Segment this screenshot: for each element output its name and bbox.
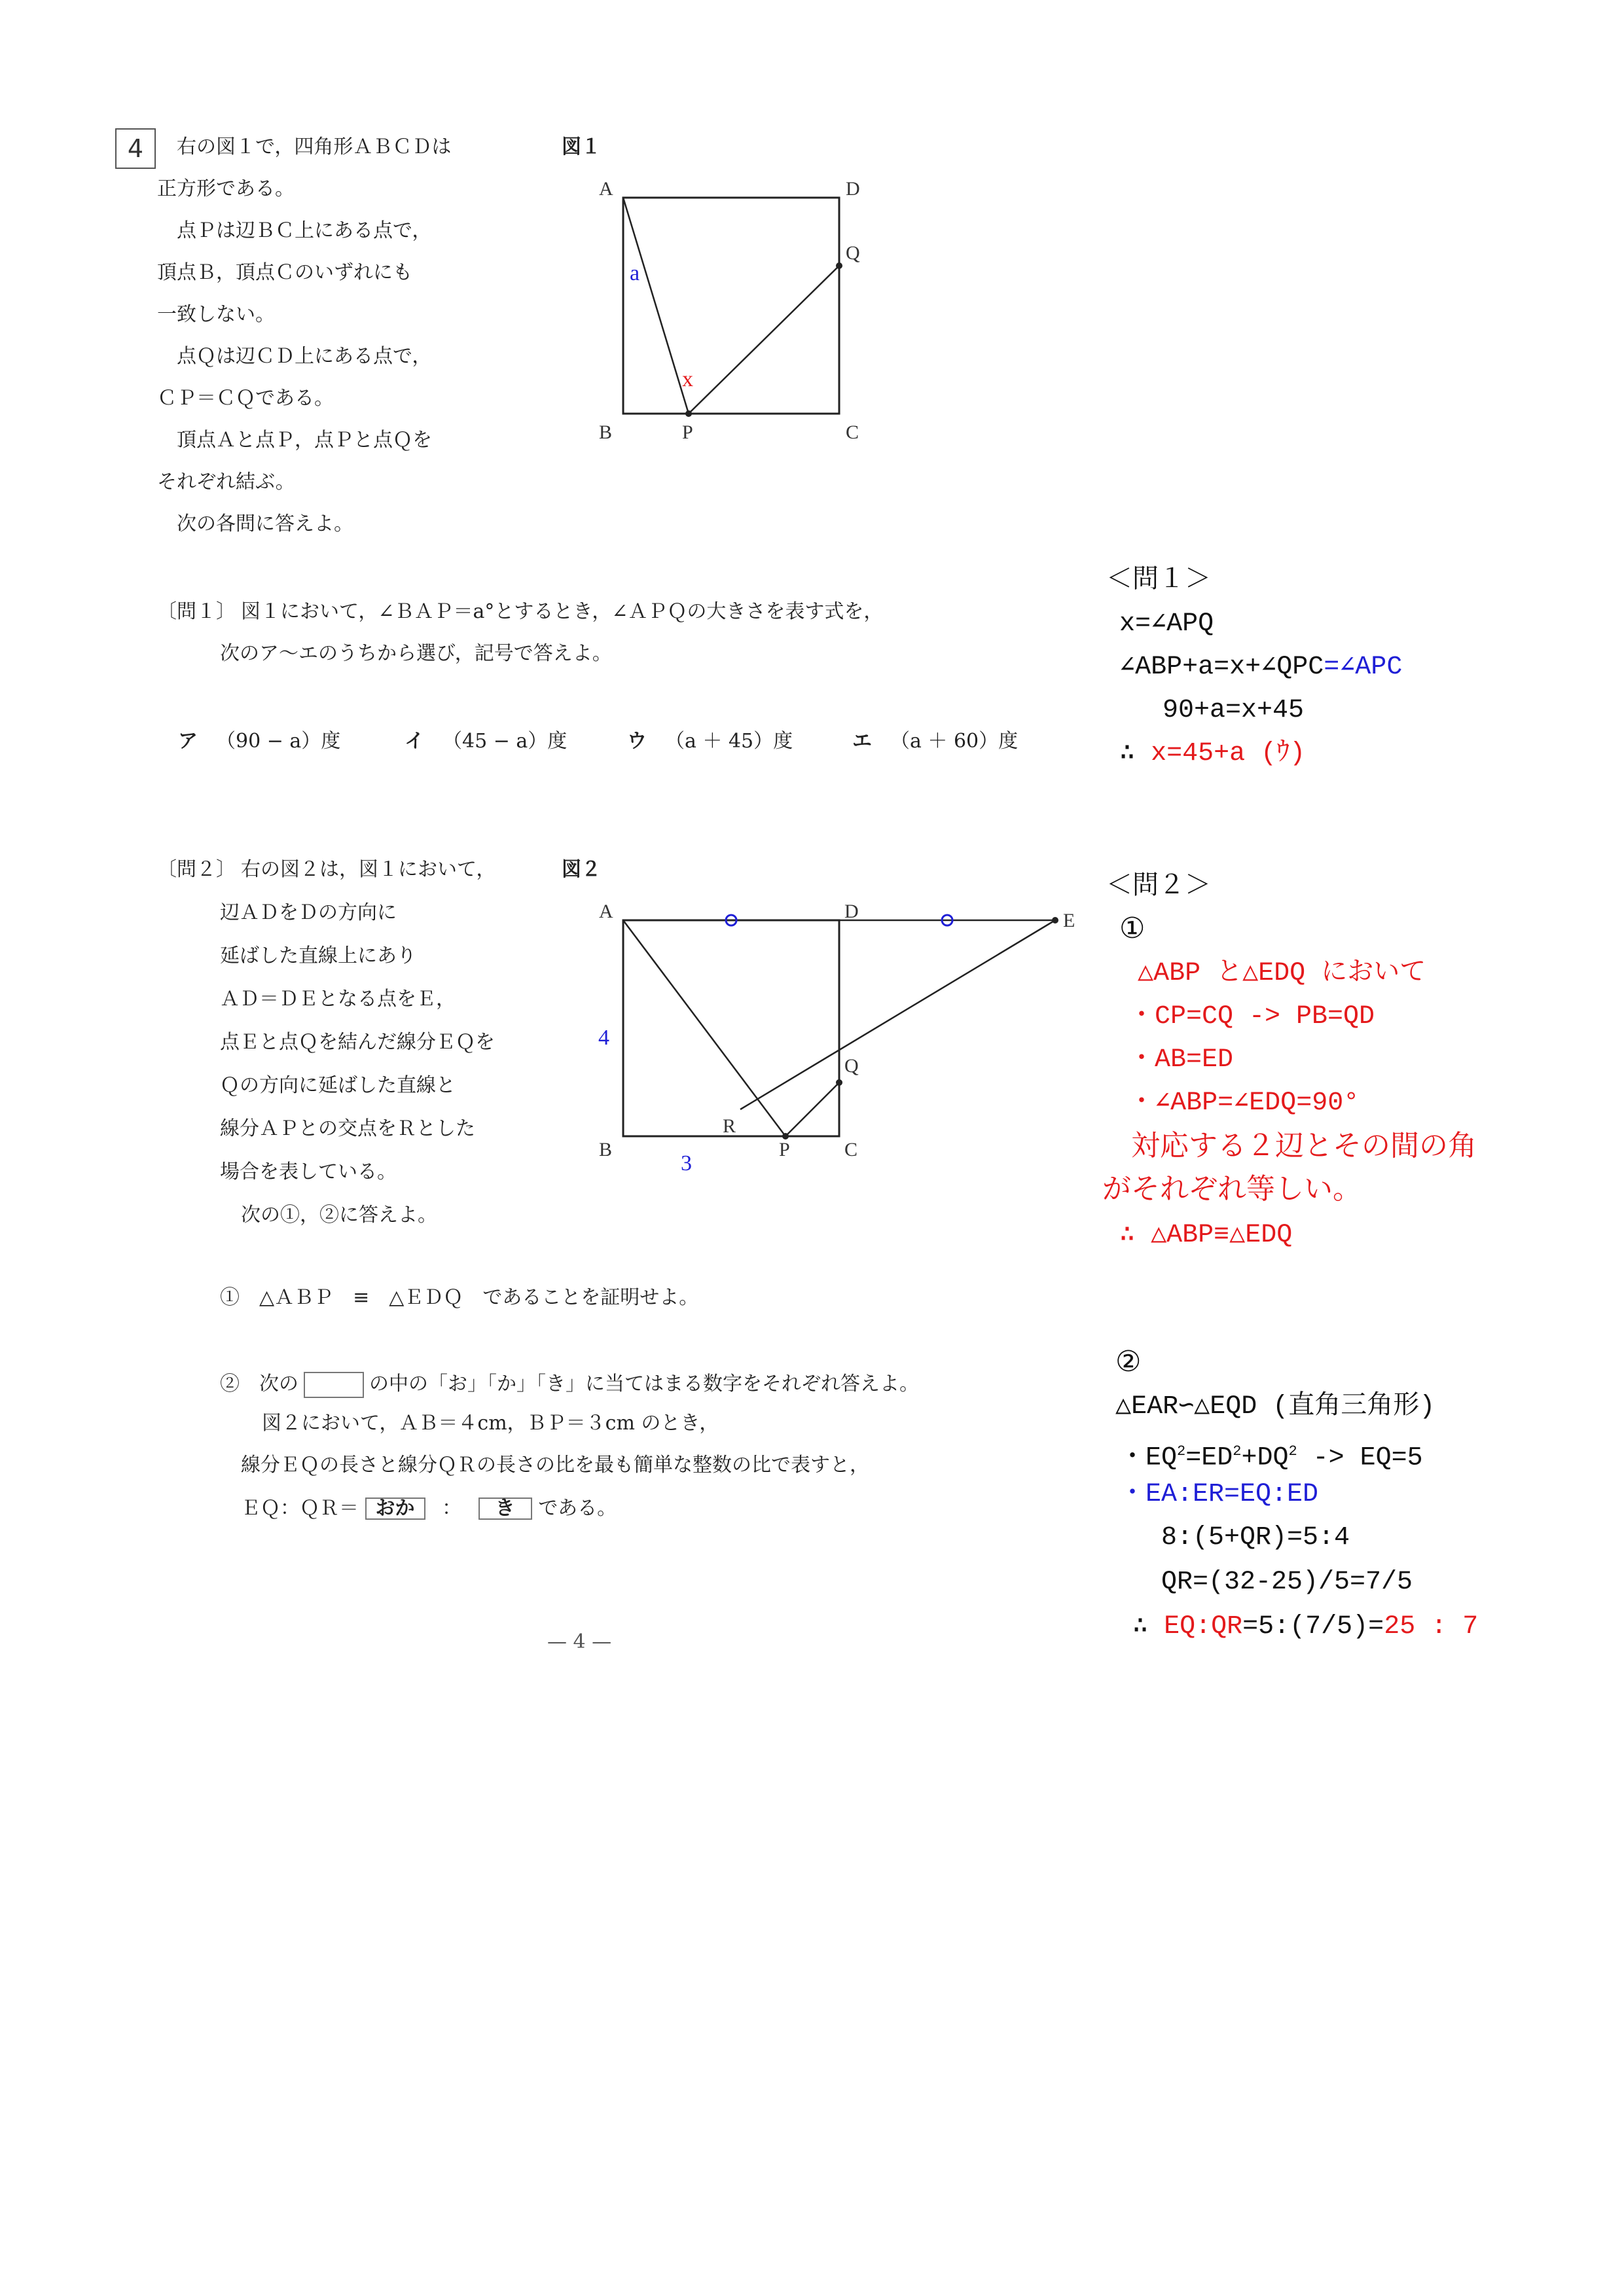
q2-line: 辺ＡＤをＤの方向に: [220, 901, 397, 924]
figure-1: [589, 170, 916, 458]
therefore-symbol: ∴: [1132, 1612, 1149, 1641]
proof-line: ・AB=ED: [1128, 1045, 1234, 1075]
point-p: [685, 410, 692, 417]
calc-result: [1132, 1614, 1478, 1640]
label-q: Q: [846, 242, 860, 264]
answer-q1-line2: [1119, 655, 1402, 681]
proof-conclusion: ∴ △ABP≡△EDQ: [1119, 1221, 1293, 1250]
calc-line-pythagoras: [1119, 1439, 1423, 1471]
q2-sub1: ① △ＡＢＰ ≡ △ＥＤＱ であることを証明せよ。: [220, 1286, 699, 1309]
choice-key: ウ: [627, 730, 647, 753]
choice-text: （a ＋ 45）度: [665, 730, 793, 753]
answer-box-oka: おか: [365, 1498, 425, 1520]
figure-2: [583, 890, 1106, 1191]
calc-result-black: =5:(7/5)=: [1242, 1612, 1384, 1641]
figure-2-title: 図２: [562, 858, 601, 881]
intro-line: 点Ｐは辺ＢＣ上にある点で，: [157, 219, 432, 242]
proof-line: ・CP=CQ -> PB=QD: [1128, 1002, 1375, 1031]
point-q: [836, 262, 842, 269]
problem-number: 4: [115, 128, 156, 169]
label-c: C: [844, 1139, 858, 1160]
segment-pq: [689, 266, 839, 414]
therefore-symbol: ∴: [1119, 739, 1136, 768]
calc-line: QR=(32-25)/5=7/5: [1161, 1568, 1413, 1597]
choice-text: （90 − a）度: [216, 730, 341, 753]
q2-sub2-line1: [220, 1372, 919, 1398]
answer-q1-line3: 90+a=x+45: [1163, 696, 1305, 725]
answer-q1-line4: [1119, 741, 1305, 767]
intro-line: 頂点Ａと点Ｐ，点Ｐと点Ｑを: [157, 429, 432, 452]
calc-part: +DQ: [1241, 1443, 1289, 1473]
calc-part: -> EQ=5: [1297, 1443, 1423, 1473]
intro-line: 右の図１で，四角形ＡＢＣＤは: [177, 135, 452, 158]
choice-key: イ: [405, 730, 424, 753]
segment-pq: [785, 1083, 839, 1136]
page-number: — 4 —: [547, 1630, 612, 1653]
q2-line: 場合を表している。: [220, 1160, 397, 1183]
proof-line: △ABP と△EDQ において: [1138, 959, 1426, 988]
proof-line: 対応する２辺とその間の角: [1131, 1132, 1477, 1164]
superscript: 2: [1177, 1443, 1186, 1460]
figure-1-title: 図１: [562, 135, 601, 158]
answer-q1-line2-blue: =∠APC: [1324, 653, 1403, 682]
q2-sub2-line2: 図２において，ＡＢ＝４cm，ＢＰ＝３cm のとき，: [262, 1412, 719, 1435]
superscript: 2: [1288, 1443, 1297, 1460]
guide-none: [736, 920, 1055, 1161]
intro-line: 一致しない。: [157, 303, 275, 326]
answer-q2-circ2: ②: [1115, 1348, 1142, 1380]
q1-label: 〔問１〕: [157, 600, 236, 623]
sub2-line4-suffix: である。: [538, 1497, 617, 1520]
sub2-line4-prefix: ＥＱ：ＱＲ＝: [241, 1497, 359, 1520]
superscript: 2: [1233, 1443, 1242, 1460]
proof-line: がそれぞれ等しい。: [1102, 1175, 1362, 1208]
q2-line: ＡＤ＝ＤＥとなる点をＥ，: [220, 988, 456, 1011]
length-ab: 4: [598, 1026, 609, 1050]
answer-box-ki: き: [478, 1498, 532, 1520]
label-q: Q: [844, 1055, 859, 1077]
q2-sub2-line4: [241, 1498, 617, 1520]
calc-line: 8:(5+QR)=5:4: [1161, 1523, 1350, 1552]
label-r: R: [723, 1115, 736, 1137]
label-p: P: [779, 1139, 790, 1160]
label-b: B: [599, 422, 613, 443]
intro-line: 頂点Ｂ，頂点Ｃのいずれにも: [157, 261, 412, 284]
intro-line: 次の各問に答えよ。: [157, 512, 353, 535]
q2-line: 右の図２は，図１において，: [241, 858, 496, 881]
final-ratio: 25 : 7: [1384, 1612, 1479, 1641]
square-abcd: [623, 920, 839, 1136]
answer-q1-heading: ＜問１＞: [1106, 566, 1211, 596]
answer-q2-heading: ＜問２＞: [1106, 872, 1211, 902]
label-a: A: [599, 901, 613, 922]
segment-er: [740, 920, 1055, 1109]
calc-result-red: EQ:QR: [1164, 1612, 1243, 1641]
segment-ap: [623, 198, 689, 414]
q2-label: 〔問２〕: [157, 858, 236, 881]
length-bp: 3: [681, 1151, 692, 1175]
label-d: D: [844, 901, 859, 922]
answer-q1-result: x=45+a (ｳ): [1151, 739, 1306, 768]
calc-line: △EAR∽△EQD (直角三角形): [1115, 1392, 1435, 1422]
answer-blank: [304, 1372, 364, 1398]
q1-line-1: 図１において，∠ＢＡＰ＝a°とするとき，∠ＡＰＱの大きさを表す式を，: [241, 600, 884, 623]
sub2-prefix: ② 次の: [220, 1372, 298, 1395]
label-a: A: [599, 178, 613, 200]
label-e: E: [1063, 910, 1075, 931]
choice-key: エ: [852, 730, 872, 753]
ratio-colon: ：: [442, 1497, 462, 1520]
point-e: [1052, 917, 1058, 924]
q2-line: 延ばした直線上にあり: [220, 944, 416, 967]
calc-part: =ED: [1185, 1443, 1233, 1473]
choice-text: （45 − a）度: [442, 730, 568, 753]
intro-line: 正方形である。: [157, 177, 295, 200]
proof-line: ・∠ABP=∠EDQ=90°: [1128, 1088, 1360, 1118]
calc-part: ・EQ: [1119, 1443, 1178, 1473]
answer-q1-line1: x=∠APQ: [1119, 609, 1214, 639]
q2-line: 線分ＡＰとの交点をＲとした: [220, 1117, 475, 1140]
label-p: P: [682, 422, 693, 443]
sub2-suffix: の中の「お」「か」「き」に当てはまる数字をそれぞれ答えよ。: [369, 1372, 919, 1395]
q2-sub2-line3: 線分ＥＱの長さと線分ＱＲの長さの比を最も簡単な整数の比で表すと，: [241, 1454, 869, 1477]
q2-line: 次の①，②に答えよ。: [241, 1204, 437, 1227]
q2-line: 点Ｅと点Ｑを結んだ線分ＥＱを: [220, 1031, 495, 1054]
q2-line: Ｑの方向に延ばした直線と: [220, 1074, 456, 1097]
point-q: [836, 1079, 842, 1086]
choice-key: ア: [178, 730, 198, 753]
intro-line: 点Ｑは辺ＣＤ上にある点で，: [157, 345, 432, 368]
intro-line: ＣＰ＝ＣＱである。: [157, 387, 334, 410]
segment-ap: [623, 920, 785, 1136]
answer-q2-circ1: ①: [1119, 914, 1146, 947]
angle-x-label: x: [682, 367, 693, 391]
label-d: D: [846, 178, 860, 200]
choice-text: （a ＋ 60）度: [890, 730, 1019, 753]
q1-line-2: 次のア～エのうちから選び，記号で答えよ。: [220, 642, 612, 665]
label-c: C: [846, 422, 859, 443]
answer-q1-line2-black: ∠ABP+a=x+∠QPC: [1119, 653, 1324, 682]
calc-line-ratio: ・EA:ER=EQ:ED: [1119, 1480, 1319, 1509]
angle-a-label: a: [630, 261, 640, 285]
intro-line: それぞれ結ぶ。: [157, 471, 295, 493]
label-b: B: [599, 1139, 613, 1160]
